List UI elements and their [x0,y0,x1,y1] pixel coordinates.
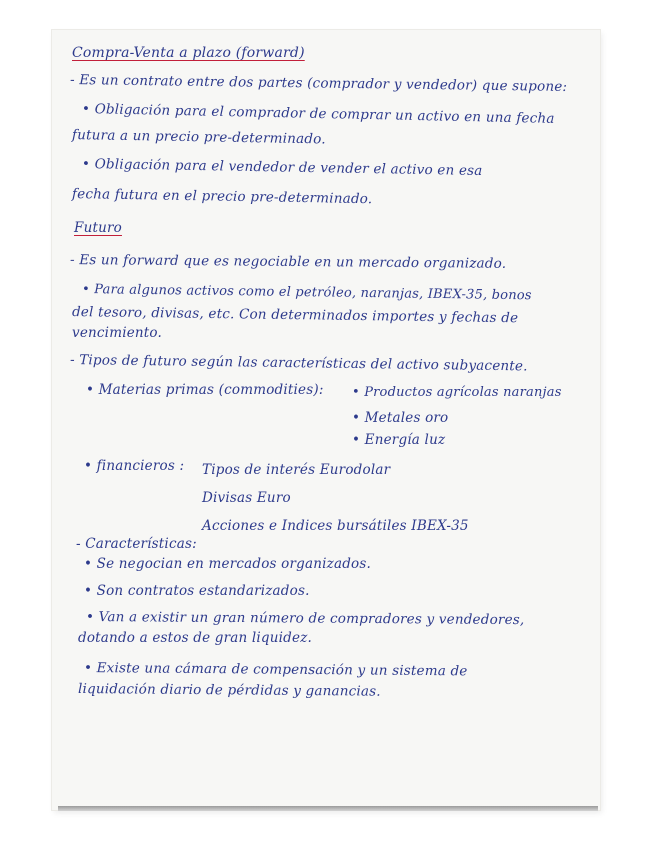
tipos-interes: Tipos de interés Eurodolar [202,462,391,478]
heading-forward: Compra-Venta a plazo (forward) [72,45,305,61]
caracteristica-3b: dotando a estos de gran liquidez. [78,630,313,646]
metales: • Metales oro [352,410,449,426]
page-bottom-shadow [58,806,598,811]
futuro-bullet-1c: vencimiento. [72,325,162,341]
tipos-line: - Tipos de futuro según las características del activo subyacente. [69,352,528,375]
caracteristica-3a: • Van a existir un gran número de compradores y vendedores, [85,609,525,629]
forward-bullet-2b: fecha futura en el precio pre-determinado. [71,186,373,208]
caracteristica-2: • Son contratos estandarizados. [84,583,310,599]
heading-futuro: Futuro [74,220,122,236]
forward-bullet-1b: futura a un precio pre-determinado. [71,127,326,148]
caracteristica-4a: • Existe una cámara de compensación y un sistema de [83,660,468,680]
forward-bullet-2a: • Obligación para el vendedor de vender el activo en esa [81,156,483,179]
divisas: Divisas Euro [202,490,291,506]
caracteristica-1: • Se negocian en mercados organizados. [84,556,371,572]
caracteristicas: - Características: [76,536,197,552]
caracteristica-4b: liquidación diario de pérdidas y ganancias. [77,681,381,700]
energia: • Energía luz [352,432,446,448]
futuro-line-1: - Es un forward que es negociable en un mercado organizado. [69,252,507,272]
futuro-bullet-1b: del tesoro, divisas, etc. Con determinados importes y fechas de [71,304,519,327]
forward-line-1: - Es un contrato entre dos partes (comprador y vendedor) que supone: [69,72,568,95]
financieros: • financieros : [84,458,185,474]
materias-primas: • Materias primas (commodities): [86,382,324,398]
acciones-indices: Acciones e Indices bursátiles IBEX-35 [202,518,469,534]
futuro-bullet-1a: • Para algunos activos como el petróleo, naranjas, IBEX-35, bonos [81,282,532,304]
notebook-page [52,30,600,810]
forward-bullet-1a: • Obligación para el comprador de comprar un activo en una fecha [81,101,555,127]
productos-agricolas: • Productos agrícolas naranjas [352,385,562,400]
